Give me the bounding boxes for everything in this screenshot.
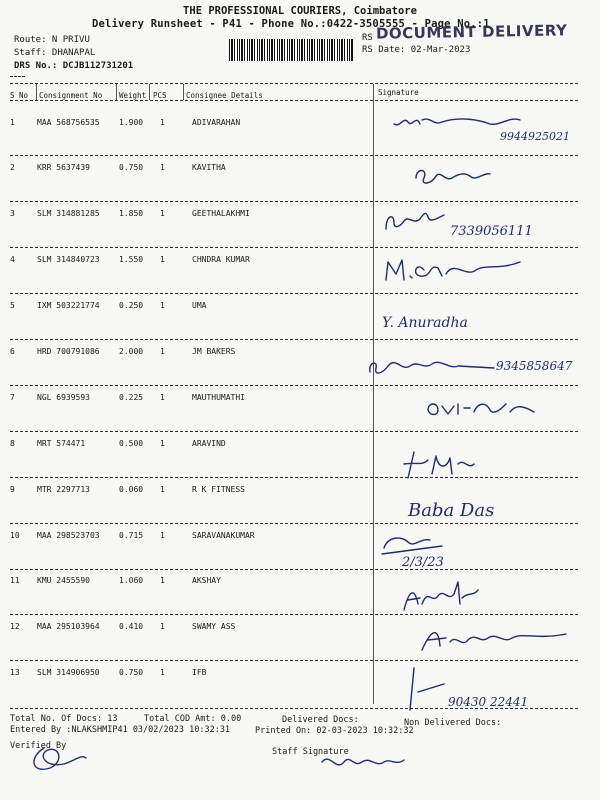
total-cod: Total COD Amt: 0.00 [144,714,242,724]
row-sno: 10 [10,531,20,540]
signature-row-13 [404,662,584,714]
row-sno: 3 [10,209,15,218]
row-consignment-no: MRT 574471 [37,439,86,448]
row-weight: 1.060 [119,576,144,585]
row-pcs: 1 [160,668,165,677]
svg-text:9345858647: 9345858647 [496,359,573,373]
col-details-header: Consignee Details [186,91,263,100]
column-rule [183,84,184,100]
row-consignee: ARAVIND [192,439,226,448]
row-consignee: GEETHALAKHMI [192,209,250,218]
row-pcs: 1 [160,118,165,127]
row-pcs: 1 [160,255,165,264]
row-pcs: 1 [160,576,165,585]
delivered-docs: Delivered Docs: [282,715,359,725]
row-pcs: 1 [160,347,165,356]
route-label: Route: N PRIVU [14,35,90,45]
signature-row-11 [398,574,488,618]
row-consignment-no: MTR 2297713 [37,485,90,494]
row-weight: 2.000 [119,347,144,356]
staff-signature [318,748,408,776]
signature-row-4 [380,250,540,290]
column-rule [149,84,150,100]
row-consignment-no: SLM 314906950 [37,668,100,677]
svg-text:Y. Anuradha: Y. Anuradha [382,315,468,331]
staff-label: Staff: DHANAPAL [14,48,96,58]
company-title: THE PROFESSIONAL COURIERS, Coimbatore [183,5,417,17]
svg-text:2/3/23: 2/3/23 [402,555,444,570]
row-sno: 1 [10,118,15,127]
row-consignment-no: KMU 2455590 [37,576,90,585]
row-consignment-no: HRD 700791086 [37,347,100,356]
signature-row-2 [410,160,500,194]
row-divider [10,247,578,248]
row-consignment-no: MAA 295103964 [37,622,100,631]
row-sno: 13 [10,668,20,677]
signature-row-1 [390,106,590,146]
verifier-signature [24,738,94,778]
row-weight: 1.850 [119,209,144,218]
rs-date: RS Date: 02-Mar-2023 [362,45,471,55]
row-divider [10,431,578,432]
column-rule [36,84,37,100]
row-consignment-no: IXM 503221774 [37,301,100,310]
signature-row-3 [380,203,580,243]
total-docs: Total No. Of Docs: 13 [10,714,118,724]
col-pcs-header: PCS [153,91,167,100]
signature-row-6 [366,346,598,380]
signature-row-12 [416,618,576,658]
row-sno: 8 [10,439,15,448]
row-sno: 7 [10,393,15,402]
row-consignee: R K FITNESS [192,485,245,494]
printed-on: Printed On: 02-03-2023 10:32:32 [255,726,414,736]
divider [10,76,25,77]
row-divider [10,155,578,156]
row-weight: 1.550 [119,255,144,264]
row-weight: 0.500 [119,439,144,448]
divider [10,100,578,101]
row-divider [10,614,578,615]
row-pcs: 1 [160,485,165,494]
row-consignee: KAVITHA [192,163,226,172]
drs-number: DRS No.: DCJB112731201 [14,61,134,71]
row-sno: 9 [10,485,15,494]
row-pcs: 1 [160,209,165,218]
signature-row-5 [380,305,500,335]
row-pcs: 1 [160,439,165,448]
row-sno: 11 [10,576,20,585]
row-weight: 0.060 [119,485,144,494]
column-rule [373,84,374,704]
signature-row-8 [398,444,488,484]
row-weight: 0.225 [119,393,144,402]
row-pcs: 1 [160,531,165,540]
runsheet-title: Delivery Runsheet - P41 - Phone No.:0422-3505555 - Page No.:1 [92,18,490,30]
staff-signature-label: Staff Signature [272,747,349,757]
row-divider [10,385,578,386]
svg-text:Baba Das: Baba Das [408,500,495,521]
row-sno: 5 [10,301,15,310]
row-weight: 0.410 [119,622,144,631]
signature-row-9 [406,492,526,522]
row-divider [10,201,578,202]
row-divider [10,477,578,478]
non-delivered-docs: Non Delivered Docs: [404,718,502,728]
row-consignment-no: MAA 298523703 [37,531,100,540]
signature-row-10 [380,528,500,570]
row-divider [10,293,578,294]
row-consignment-no: KRR 5637439 [37,163,90,172]
row-weight: 0.750 [119,668,144,677]
verified-by-label: Verified By [10,741,67,751]
row-pcs: 1 [160,301,165,310]
row-consignment-no: NGL 6939593 [37,393,90,402]
row-consignment-no: MAA 568756535 [37,118,100,127]
svg-text:90430 22441: 90430 22441 [448,695,529,709]
row-consignee: UMA [192,301,207,310]
row-pcs: 1 [160,622,165,631]
col-signature-header: Signature [378,88,419,97]
col-weight-header: Weight [119,91,147,100]
row-consignee: CHNDRA KUMAR [192,255,250,264]
row-consignee: ADIVARAHAN [192,118,241,127]
svg-text:7339056111: 7339056111 [450,224,533,239]
row-consignee: SWAMY ASS [192,622,236,631]
row-consignment-no: SLM 314840723 [37,255,100,264]
rs-label: RS [362,33,373,43]
row-consignee: IFB [192,668,207,677]
col-consignment-header: Consignment No [39,91,103,100]
column-rule [116,84,117,100]
row-consignee: MAUTHUMATHI [192,393,245,402]
divider [10,708,578,709]
row-sno: 4 [10,255,15,264]
document-delivery-stamp: DOCUMENT DELIVERY [375,21,568,43]
col-sno-header: S No [10,91,29,100]
row-pcs: 1 [160,393,165,402]
row-divider [10,660,578,661]
row-weight: 0.715 [119,531,144,540]
barcode-image [229,39,353,61]
row-divider [10,523,578,524]
divider [10,83,578,84]
row-consignment-no: SLM 314881285 [37,209,100,218]
entered-by: Entered By :NLAKSHMIP41 03/02/2023 10:32:31 [10,725,231,735]
signature-row-7 [424,398,544,420]
row-divider [10,339,578,340]
row-weight: 0.250 [119,301,144,310]
row-consignee: SARAVANAKUMAR [192,531,255,540]
row-weight: 1.900 [119,118,144,127]
row-sno: 2 [10,163,15,172]
row-weight: 0.750 [119,163,144,172]
svg-text:9944925021: 9944925021 [500,130,570,143]
row-consignee: JM BAKERS [192,347,236,356]
row-consignee: AKSHAY [192,576,221,585]
row-sno: 12 [10,622,20,631]
row-pcs: 1 [160,163,165,172]
row-sno: 6 [10,347,15,356]
